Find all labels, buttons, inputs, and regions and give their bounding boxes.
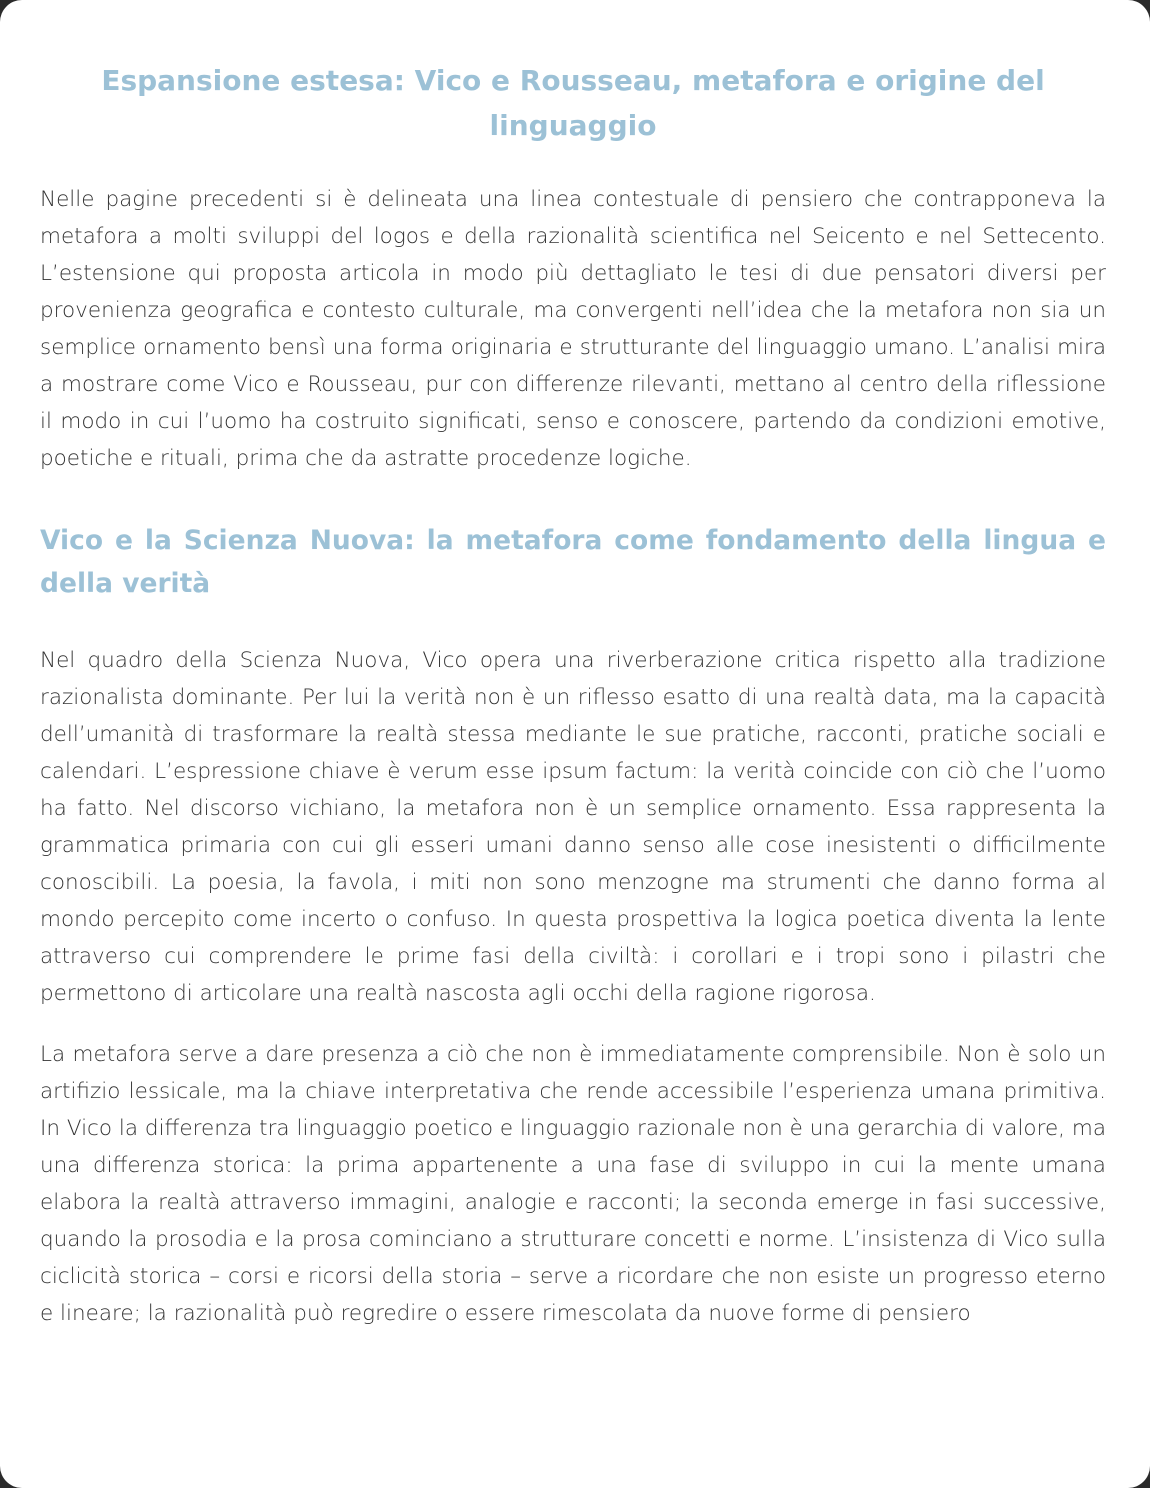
section-heading: Vico e la Scienza Nuova: la metafora come fondamento della lingua e della verità	[40, 525, 1106, 599]
intro-paragraph: Nelle pagine precedenti si è delineata una linea contestuale di pensiero che contrapponeva la metafora a molti sviluppi del logos e della razionalità scientifica nel Seicento e nel Settecento. L’estensione qui proposta articola in modo più dettagliato le tesi di due pensatori diversi per provenienza geografica e contesto culturale, ma convergenti nell’idea che la metafora non sia un semplice ornamento bensì una forma originaria e strutturante del linguaggio umano. L’analisi mira a mostrare come Vico e Rousseau, pur con differenze rilevanti, mettano al centro della riflessione il modo in cui l’uomo ha costruito significati, senso e conoscere, partendo da condizioni emotive, poetiche e rituali, prima che da astratte procedenze logiche.	[40, 187, 1106, 471]
section-paragraph-1: Nel quadro della Scienza Nuova, Vico opera una riverberazione critica rispetto alla tradizione razionalista dominante. Per lui la verità non è un riflesso esatto di una realtà data, ma la capacità dell’umanità di trasformare la realtà stessa mediante le sue pratiche, racconti, pratiche sociali e calendari. L’espressione chiave è verum esse ipsum factum: la verità coincide con ciò che l’uomo ha fatto. Nel discorso vichiano, la metafora non è un semplice ornamento. Essa rappresenta la grammatica primaria con cui gli esseri umani danno senso alle cose inesistenti o difficilmente conoscibili. La poesia, la favola, i miti non sono menzogne ma strumenti che danno forma al mondo percepito come incerto o confuso. In questa prospettiva la logica poetica diventa la lente attraverso cui comprendere le prime fasi della civiltà: i corollari e i tropi sono i pilastri che permettono di articolare una realtà nascosta agli occhi della ragione rigorosa.	[40, 648, 1106, 1006]
section-paragraph-2: La metafora serve a dare presenza a ciò che non è immediatamente comprensibile. Non è solo un artifizio lessicale, ma la chiave interpretativa che rende accessibile l’esperienza umana primitiva. In Vico la differenza tra linguaggio poetico e linguaggio razionale non è una gerarchia di valore, ma una differenza storica: la prima appartenente a una fase di sviluppo in cui la mente umana elabora la realtà attraverso immagini, analogie e racconti; la seconda emerge in fasi successive, quando la prosodia e la prosa cominciano a strutturare concetti e norme. L’insistenza di Vico sulla ciclicità storica – corsi e ricorsi della storia – serve a ricordare che non esiste un progresso eterno e lineare; la razionalità può regredire o essere rimescolata da nuove forme di pensiero	[40, 1042, 1106, 1326]
page-title: Espansione estesa: Vico e Rousseau, metafora e origine del linguaggio	[101, 64, 1045, 142]
